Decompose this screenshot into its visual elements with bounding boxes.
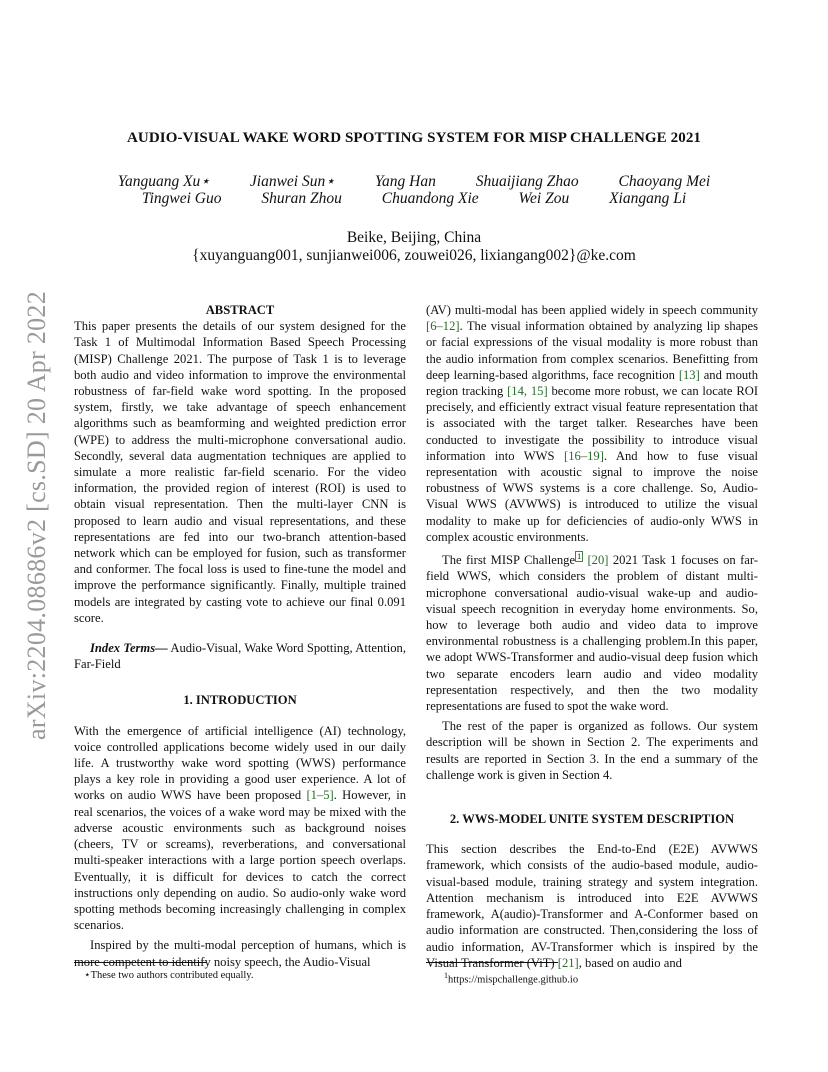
index-terms bbox=[74, 640, 406, 672]
arxiv-id: arXiv:2204.08686v2 [cs.SD] 20 Apr 2022 bbox=[22, 290, 51, 740]
author-name: Wei Zou bbox=[518, 190, 570, 207]
author-name: Yang Han bbox=[374, 173, 436, 190]
author-name: Shuaijiang Zhao bbox=[475, 173, 579, 190]
footnote-reference[interactable]: 1 bbox=[577, 552, 582, 562]
footnote-rule bbox=[426, 962, 558, 963]
right-column bbox=[426, 302, 759, 986]
intro-paragraph-3: (AV) multi-modal has been applied widely in speech community [6–12]. The visual information obtained by analyzing lip shapes or facial expressions of the visual modality is more robust than the audio information from complex scenarios. Benefitting from deep learning-based algorithms, face recognition [13] and mouth region tracking [14, 15] become more robust, we can locate ROI precisely, and efficiently extract visual feature representation that is associated with the target talker. Researches have been conducted to investigate the possibility to introduce visual information into WWS [16–19]. And how to fuse visual representation with acoustic signal to improve the noise robustness of WWS systems is a core challenge. So, Audio-Visual WWS (AVWWS) is introduced to utilize the visual modality to make up for deficiencies of audio-only WWS in complex acoustic environments. bbox=[426, 303, 759, 544]
author-list-row-2 bbox=[0, 190, 828, 208]
citation-link[interactable]: [20] bbox=[587, 553, 609, 568]
citation-link[interactable]: [14, 15] bbox=[507, 384, 548, 399]
citation-link[interactable]: [1–5] bbox=[306, 788, 334, 803]
footnote-url[interactable]: https://mispchallenge.github.io bbox=[448, 974, 579, 986]
section-1-heading: 1. INTRODUCTION bbox=[183, 693, 297, 708]
author-list-row-1 bbox=[0, 172, 828, 191]
arxiv-sidebar-stamp bbox=[22, 260, 51, 740]
affiliation: Beike, Beijing, China bbox=[346, 229, 482, 246]
author-emails: {xuyanguang001, sunjianwei006, zouwei026, lixiangang002}@ke.com bbox=[192, 247, 636, 264]
author-name: Yanguang Xu⋆ bbox=[117, 173, 211, 190]
citation-link[interactable]: [16–19] bbox=[564, 448, 604, 463]
abstract-text: This paper presents the details of our system designed for the Task 1 of Multimodal Information Based Speech Processing (MISP) Challenge 2021. The purpose of Task 1 is to leverage both audio and video information to improve the environmental robustness of far-field wake word spotting. In the proposed system, firstly, we take advantage of speech enhancement algorithms such as beamforming and weighted prediction error (WPE) to address the multi-microphone conversational audio. Secondly, several data augmentation techniques are applied to simulate a more realistic far-field scenario. For the video information, the provided region of interest (ROI) is used to obtain visual representation. Then the multi-layer CNN is proposed to learn audio and visual representations, and these representations are fed into our two-branch attention-based network which can be employed for fusion, such as transformer and conformer. The focal loss is used to fine-tune the model and improve the performance significantly. Finally, multiple trained models are integrated by casting vote to achieve our final 0.091 score. bbox=[74, 319, 406, 625]
section-2-paragraph-1: This section describes the End-to-End (E2E) AVWWS framework, which consists of the audio-based module, audio-visual-based module, training strategy and system integration. Attention mechanism is introduced into E2E AVWWS framework, A(audio)-Transformer and A-Conformer based on audio information are constructed. Then,considering the loss of audio information, AV-Transformer which is inspired by the Visual Transformer (ViT) [21], based on audio and bbox=[426, 842, 758, 970]
author-name: Jianwei Sun⋆ bbox=[249, 173, 335, 190]
author-name: Chaoyang Mei bbox=[618, 173, 711, 190]
paper-title: AUDIO-VISUAL WAKE WORD SPOTTING SYSTEM FOR MISP CHALLENGE 2021 bbox=[126, 130, 702, 146]
citation-link[interactable]: [6–12] bbox=[426, 319, 460, 334]
abstract-heading: ABSTRACT bbox=[205, 303, 275, 317]
intro-paragraph-5: The rest of the paper is organized as follows. Our system description will be shown in Section 2. The experiments and results are reported in Section 3. In the end a summary of the challenge work is given in Section 4. bbox=[426, 719, 758, 782]
left-column bbox=[74, 302, 406, 981]
intro-paragraph-1: With the emergence of artificial intelligence (AI) technology, voice controlled applications become widely used in our daily life. A trustworthy wake word spotting (WWS) performance plays a key role in providing a good user experience. A lot of works on audio WWS have been proposed [1–5]. However, in real scenarios, the voices of a wake word may be mixed with the adverse acoustic environments such as background noises (cheers, TV or screams), reverberations, and conversational multi-speaker interactions with a large portion speech overlaps. Eventually, it is difficult for devices to catch the correct instructions only depending on audio. So audio-only wake word spotting methods becoming increasingly challenging in complex scenarios. bbox=[74, 723, 406, 933]
citation-link[interactable]: [13] bbox=[678, 367, 700, 382]
footnote-right bbox=[426, 962, 758, 987]
footnote-text: ⋆These two authors contributed equally. bbox=[84, 970, 254, 981]
author-name: Chuandong Xie bbox=[381, 190, 479, 207]
citation-link[interactable]: [21] bbox=[557, 955, 579, 970]
intro-paragraph-2: Inspired by the multi-modal perception of humans, which is more competent to identify noisy speech, the Audio-Visual bbox=[74, 938, 406, 969]
footnote-text: $^1$https://mispchallenge.github.io bbox=[444, 971, 579, 986]
author-name: Shuran Zhou bbox=[261, 190, 342, 207]
intro-paragraph-4: The first MISP Challenge $^1$ [20] 2021 Task 1 focuses on far-field WWS, which considers the problem of distant multi-microphone conversational audio-visual wake-up and audio-visual speech recognition in everyday home environments. So, how to leverage both audio and video data to improve environmental robustness is a challenging problem.In this paper, we adopt WWS-Transformer and audio-visual deep fusion which two separate encoders learn audio and video modality representation respectively, and then the two modality representations are fused to spot the wake word. bbox=[426, 552, 758, 714]
index-terms-text: Audio-Visual, Wake Word Spotting, Attention, Far-Field bbox=[74, 641, 406, 672]
footnote-rule bbox=[74, 962, 206, 963]
author-name: Tingwei Guo bbox=[141, 190, 222, 207]
index-terms-label: Index Terms— bbox=[90, 641, 168, 656]
footnote-left bbox=[74, 962, 406, 982]
section-2-heading: 2. WWS-MODEL UNITE SYSTEM DESCRIPTION bbox=[449, 812, 735, 827]
author-name: Xiangang Li bbox=[609, 190, 687, 207]
